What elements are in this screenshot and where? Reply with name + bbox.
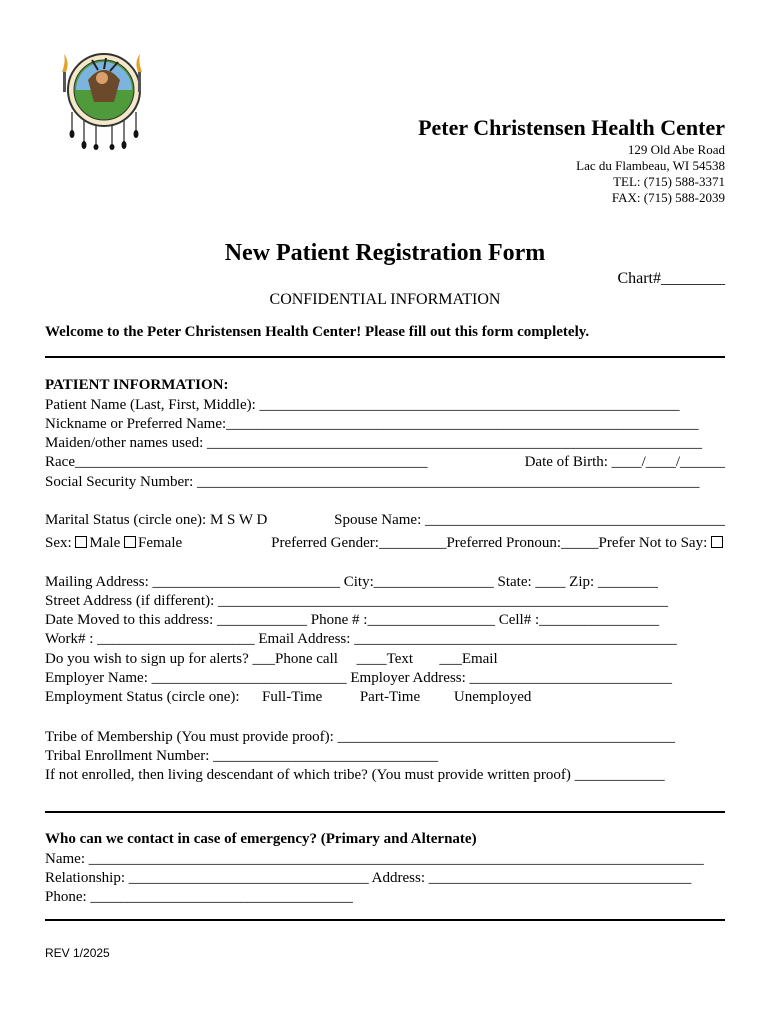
sex-label: Sex: — [45, 535, 72, 551]
gender-pronoun-row — [271, 534, 725, 553]
spouse-name-field[interactable]: Spouse Name: ________________________________________ — [334, 512, 725, 528]
race-field[interactable]: Race_______________________________________________ — [45, 454, 428, 470]
patient-info-heading: PATIENT INFORMATION: — [45, 377, 229, 393]
divider — [45, 356, 725, 358]
center-name: Peter Christensen Health Center — [418, 115, 725, 140]
revision-label: REV 1/2025 — [45, 946, 110, 960]
date-moved-phone-field[interactable]: Date Moved to this address: ____________ Phone # :_________________ Cell# :________________ — [45, 612, 660, 628]
divider — [45, 919, 725, 921]
emergency-heading: Who can we contact in case of emergency? (Primary and Alternate) — [45, 831, 477, 847]
male-checkbox[interactable] — [75, 536, 87, 548]
male-label: Male — [89, 535, 121, 551]
alerts-field[interactable]: Do you wish to sign up for alerts? ___Phone call ____Text ___Email — [45, 651, 498, 667]
tribe-field[interactable]: Tribe of Membership (You must provide proof): _____________________________________________ — [45, 729, 675, 745]
emergency-phone-field[interactable]: Phone: ___________________________________ — [45, 889, 353, 905]
center-address-line1: 129 Old Abe Road — [627, 142, 725, 157]
female-label: Female — [138, 535, 183, 551]
employer-field[interactable]: Employer Name: __________________________ Employer Address: ___________________________ — [45, 670, 673, 686]
welcome-message: Welcome to the Peter Christensen Health Center! Please fill out this form completely. — [45, 324, 590, 340]
center-fax: FAX: (715) 588-2039 — [611, 190, 725, 205]
employment-status-field[interactable]: Employment Status (circle one): Full-Time Part-Time Unemployed — [45, 689, 532, 705]
center-tel: TEL: (715) 588-3371 — [613, 174, 725, 189]
enrollment-number-field[interactable]: Tribal Enrollment Number: ______________________________ — [45, 748, 439, 764]
descendant-tribe-field[interactable]: If not enrolled, then living descendant of which tribe? (You must provide written proof) ____________ — [45, 767, 665, 783]
prefer-not-to-say-checkbox[interactable] — [711, 536, 723, 548]
date-of-birth-field[interactable]: Date of Birth: ____/____/______ — [524, 454, 725, 470]
ssn-field[interactable]: Social Security Number: ___________________________________________________________________ — [45, 474, 700, 490]
emergency-name-field[interactable]: Name: __________________________________________________________________________________ — [45, 851, 704, 867]
nickname-field[interactable]: Nickname or Preferred Name:_______________________________________________________________ — [45, 416, 699, 432]
marital-status-field[interactable]: Marital Status (circle one): M S W D — [45, 512, 268, 528]
form-title: New Patient Registration Form — [224, 240, 546, 266]
divider — [45, 811, 725, 813]
mailing-address-field[interactable]: Mailing Address: _________________________ City:________________ State: ____ Zip: ________ — [45, 574, 658, 590]
chart-number-field[interactable]: Chart#________ — [617, 270, 725, 287]
maiden-name-field[interactable]: Maiden/other names used: __________________________________________________________________ — [45, 435, 703, 451]
female-checkbox[interactable] — [124, 536, 136, 548]
work-email-field[interactable]: Work# : _____________________ Email Address: ___________________________________________ — [45, 631, 677, 647]
center-address-line2: Lac du Flambeau, WI 54538 — [576, 158, 725, 173]
emergency-relationship-field[interactable]: Relationship: ________________________________ Address: ___________________________________ — [45, 870, 692, 886]
confidential-label: CONFIDENTIAL INFORMATION — [269, 291, 501, 308]
sex-row — [45, 534, 182, 553]
patient-name-field[interactable]: Patient Name (Last, First, Middle): ________________________________________________________ — [45, 397, 680, 413]
gender-pronoun-label[interactable]: Preferred Gender:_________Preferred Pronoun:_____Prefer Not to Say: — [271, 535, 708, 551]
health-center-logo — [58, 50, 150, 150]
street-address-field[interactable]: Street Address (if different): ____________________________________________________________ — [45, 593, 669, 609]
